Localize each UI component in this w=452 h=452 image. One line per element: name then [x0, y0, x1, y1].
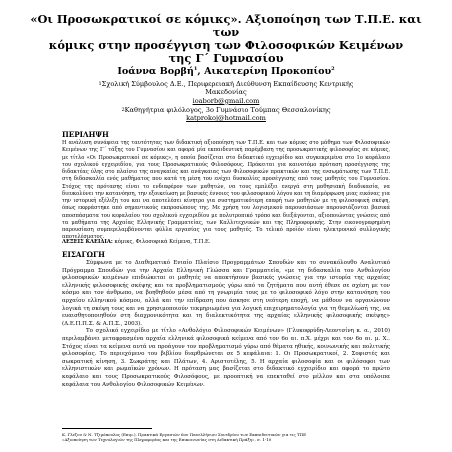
- paper-title: [30, 13, 422, 65]
- title-line: της Γ΄ Γυμνασίου: [168, 51, 284, 65]
- abstract-text: Η ανάλυση συνάφεια της ταυτότητας των διδακτική αξιοποίηση των Τ.Π.Ε. και των κόμικς στο μάθημα των Φιλοσοφικών Κειμένων της Γ΄ τάξης του Γυμνασίου και αφορά μία εκπαιδευτική παρέμβαση της προσωκρατικής φιλοσοφίας σε κόμικς, με τίτλο «Οι Προσωκρατικοί σε κόμικς», η οποία βασίζεται στο διδακτικό εγχειρίδιο και συγκεκριμένα στο 1ο κεφάλαιο του σχολικού εγχειριδίου, για τους Προσωκρατικούς Φιλοσόφους. Πρόκειται για καινοτόμο πρόταση προσέγγισης της διδακτέας ύλης στο πλαίσιο της αναγκαίας και ανάγκαιας των Φιλοσοφικών πρακτικών και της ενσωμάτωσης των Τ.Π.Ε. στη διδασκαλία ενός μαθήματος που κατά τη μέση του ενέχει δυσκολίες προσέγγισης από τους μαθητές του Γυμνασίου. Στόχος της πρότασης είναι το ενδιαφέρον των μαθητών, να τους εμπλέξει ενεργά στη μαθησιακή διαδικασία, να διευκολύνει την κατανόηση, την εξοικείωση με βασικές έννοιες του φιλοσοφικού λόγου και τη διαμόρφωση μιας εικόνας για την ιστορική εξέλιξη του και να αποτελέσει κίνητρο για συστηματικότερη επαφή των μαθητών με τη φιλοσοφική σκέψη, όπως εκφράστηκε από σημαντικούς εκπροσώπους της. Με χρήση του λογισμικού παρουσιάσεων παρουσιάζονται βασικά αποσπάσματα του κεφαλαίου του σχολικού εγχειριδίου με πολυτροπικό τρόπο και διεξάγονται, αξιοποιώντας γνώσεις από τα μαθήματα της Αρχαίας Ελληνικής Γραμματείας, των Καλλιτεχνικών και της Πληροφορικής. Στην εικονογραφημένη παρουσίαση συμπεριλαμβάνονται φύλλα εργασίας για τους μαθητές. Το τελικό προϊόν είναι ηλεκτρονικό συλλογικής αποτελέσματος.: [62, 140, 390, 241]
- keywords-label: ΛΕΞΕΙΣ ΚΛΕΙΔΙΑ:: [62, 239, 113, 245]
- affiliation-text: Καθηγήτρια φιλόλογος, 3ο Γυμνάσιο Τούμπας Θεσσαλονίκης: [124, 106, 331, 114]
- affiliation-text: Μακεδονίας: [205, 88, 247, 97]
- footer-line: Κ. Γλέζου & Ν. Τζιμόπουλος (Επιμ.), Πρακτικά Εργασιών 6ου Πανελλήνιου Συνεδρίου των Εκπαιδευτικών για τις ΤΠΕ: [62, 432, 307, 437]
- affiliation-marker: 1: [98, 81, 102, 87]
- intro-heading: ΕΙΣΑΓΩΓΗ: [62, 250, 105, 259]
- keywords-text: κόμικς, Φιλοσοφικά Κείμενα, Τ.Π.Ε.: [114, 239, 211, 245]
- affiliation-marker: 2: [121, 107, 125, 113]
- author-name: Αικατερίνη Προκοπίου: [204, 66, 332, 77]
- author-list: [30, 66, 422, 77]
- author-name: Ιοάννα Βορβή: [117, 66, 194, 77]
- email-link[interactable]: ioaborb@gmail.com: [192, 96, 260, 105]
- footer-line: «Αξιοποίηση των Τεχνολογιών της Πληροφορίας και της Επικοινωνίας στη Διδακτική Πράξη», σ. 1-10: [62, 437, 272, 443]
- intro-paragraph: Το σχολικό εγχειρίδιο με τίτλο «Ανθολόγιο Φιλοσοφικών Κειμένων» (Γλυκοφρύδη-Λεοντσίνη κ. α., 2010) περιλαμβάνει μεταφρασμένα αρχαία ελληνικά φιλοσοφικά κείμενα από τον 6ο αι. π.Χ. μέχρι και τον 6ο αι. μ. Χ.. Στόχος είναι τα κείμενα αυτά να προάγουν τον προβληματισμό γύρω από θέματα ηθικής, κοινωνικής και πολιτικής φιλοσοφίας. Το περιεχόμενο του βιβλίου διαρθρώνεται σε 5 κεφάλαια: 1. Οι Προσωκρατικοί, 2. Σοφιστές και σωκρατική κίνηση, 3. Σωκράτης και Πλάτων, 4. Αριστοτέλης, 5. Η αρχαία φιλοσοφία και οι φιλόσοφοι των ελληνιστικών και ρωμαϊκών χρόνων. Η πρόταση μας βασίζεται στο διδακτικό εγχειρίδιο και αφορά το πρώτο κεφάλαιο και τους Προσωκρατικούς Φιλοσόφους, με προοπτική να επεκταθεί στο μέλλον και στα υπόλοιπα κεφάλαια του Ανθολογίου Φιλοσοφικών Κειμένων.: [62, 328, 390, 388]
- title-line: «Οι Προσωκρατικοί σε κόμικς». Αξιοποίηση των Τ.Π.Ε. και των: [30, 12, 422, 39]
- author-separator: ,: [197, 66, 205, 77]
- affiliation-text: Σχολική Σύμβουλος Δ.Ε., Περιφερειακή Διεύθυνση Εκπαίδευσης Κεντρικής: [101, 80, 354, 88]
- email-link[interactable]: katprokoj@hotmail.com: [186, 114, 266, 123]
- abstract-heading: ΠΕΡΙΛΗΨΗ: [62, 130, 109, 139]
- intro-body: [62, 260, 390, 389]
- affiliation-2: [60, 106, 392, 123]
- intro-paragraph: Σύμφωνα με το Διαθεματικό Ενιαίο Πλαίσιο Προγραμμάτων Σπουδών και το συνακόλουθο Αναλυτικό Πρόγραμμα Σπουδών για την Αρχαία Ελληνική Γλώσσα και Γραμματεία, «με τη διδασκαλία του Ανθολογίου φιλοσοφικών κειμένων επιδιώκεται οι μαθητές να αποκτήσουν βασικές γνώσεις για την ιστορία της αρχαίας ελληνικής φιλοσοφικής σκέψης και τα προβληματισμούς γύρω από τα ζητήματα που αυτή έθεσε σε σχέση με τον κόσμο και τον άνθρωπο, να βοηθηθούν μέσα από τη γνωριμία τους με το φιλοσοφικό λόγο στην κατανόηση του αρχαίου ελληνικού κόσμου, αλλά και την επίδραση που άσκησε στη νεότερη εποχή, να μάθουν να οργανώνουν λογικά τη σκέψη τους και να χρησιμοποιούν τεκμηριωμένα για λογική επιχειρηματολογία για τη θεμελίωσή της, να ευαισθητοποιηθούν στη διαχρονικότητα και τη διαλεκτικότητα της αρχαίας ελληνικής φιλοσοφικής σκέψης» (Δ.Ε.Π.Π.Σ. & Α.Π.Σ., 2003).: [62, 260, 390, 327]
- author-marker: 2: [331, 66, 335, 72]
- page-footer: [62, 432, 390, 442]
- affiliation-1: [60, 80, 392, 105]
- title-line: κόμικς στην προσέγγιση των Φιλοσοφικών Κειμένων: [48, 38, 404, 52]
- author-marker: 1: [193, 66, 198, 72]
- footnote-rule: [62, 428, 152, 429]
- keywords-line: [62, 239, 390, 245]
